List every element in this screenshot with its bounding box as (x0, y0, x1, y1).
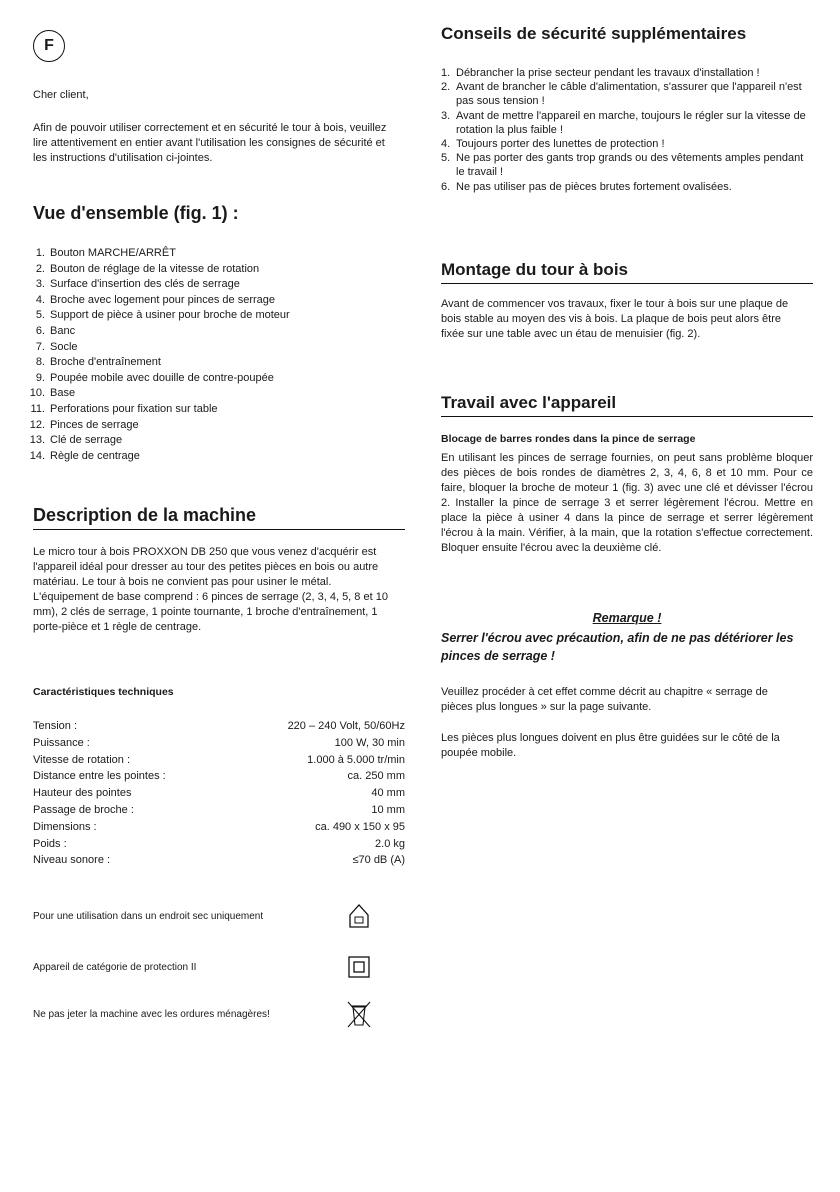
safety-item-text: Débrancher la prise secteur pendant les travaux d'installation ! (456, 67, 760, 79)
spec-row (33, 802, 405, 819)
description-paragraph: Le micro tour à bois PROXXON DB 250 que vous venez d'acquérir est l'appareil idéal pour dresser au tour des petites pièces en bois ou autre matériau. Le tour à bois ne convient pas pour usiner le métal. L'équipement de base comprend : 6 pinces de serrage (2, 3, 4, 5, 8 et 10 mm), 2 clés de serrage, 1 pointe tournante, 1 broche d'entraînement, 1 porte-pièce et 1 règle de centrage. (33, 546, 388, 633)
overview-item (25, 340, 290, 356)
overview-item-number: 14. (29, 449, 45, 462)
safety-item-text: Ne pas utiliser pas de pièces brutes fortement ovalisées. (456, 180, 732, 193)
spec-label: Hauteur des pointes (33, 787, 132, 800)
overview-item (25, 262, 290, 278)
safety-item-text: Ne pas porter des gants trop grands ou des vêtements amples pendant le travail ! (456, 152, 804, 179)
spec-label: Distance entre les pointes : (33, 770, 166, 783)
spec-value: 2.0 kg (375, 837, 405, 850)
specs-table (33, 718, 405, 869)
overview-item-text: Perforations pour fixation sur table (50, 402, 218, 415)
language-badge: F (33, 30, 65, 62)
spec-row (33, 735, 405, 752)
overview-item-number: 3. (35, 278, 45, 291)
spec-value: ≤70 dB (A) (352, 854, 405, 867)
overview-item (25, 386, 290, 402)
spec-value: 1.000 à 5.000 tr/min (307, 753, 405, 766)
spec-value: 100 W, 30 min (334, 736, 405, 749)
symbol-text: Ne pas jeter la machine avec les ordures ménagères! (33, 1008, 270, 1020)
work-title-wrap (441, 393, 813, 417)
procedure-paragraph: Veuillez procéder à cet effet comme décrit au chapitre « serrage de pièces plus longues » sur la page suivante. (441, 686, 768, 713)
overview-item-text: Broche avec logement pour pinces de serrage (50, 293, 276, 306)
overview-item (25, 308, 290, 324)
overview-item (25, 293, 290, 309)
note-title: Remarque ! (592, 611, 662, 625)
overview-item (25, 418, 290, 434)
safety-item (441, 137, 813, 151)
overview-item-number: 7. (35, 340, 45, 353)
spec-value: 220 – 240 Volt, 50/60Hz (287, 720, 405, 732)
safety-item-number: 2. (441, 81, 451, 94)
work-paragraph: En utilisant les pinces de serrage fournies, on peut sans problème bloquer des pièces de bois rondes de diamètres 2, 3, 4, 6, 8 et 10 mm. Pour ce faire, bloquer la broche de moteur 1 (fig. 3) avec une clé et dévisser l'écrou 2. Installer la pince de serrage 3 et serrer légèrement l'écrou. Mettre en place la pièce à usiner 4 dans la pince de serrage et serrer légèrement l'écrou à la main. Vérifier, à la main, que la rotation s'effectue correctement. Bloquer ensuite l'écrou avec la deuxième clé. (441, 452, 813, 554)
safety-item-number: 3. (441, 109, 451, 122)
spec-label: Passage de broche : (33, 803, 134, 816)
overview-item (25, 277, 290, 293)
spec-value: 40 mm (371, 787, 405, 800)
overview-item-number: 8. (35, 356, 45, 369)
spec-label: Niveau sonore : (33, 854, 111, 867)
intro-paragraph: Afin de pouvoir utiliser correctement et en sécurité le tour à bois, veuillez lire attentivement en entier avant l'utilisation les consignes de sécurité et les instructions d'utilisation ci-jointes. (33, 122, 387, 164)
symbol-text: Appareil de catégorie de protection II (33, 961, 197, 973)
work-title: Travail avec l'appareil (441, 393, 617, 412)
overview-item (25, 449, 290, 465)
overview-item-text: Bouton de réglage de la vitesse de rotation (50, 262, 260, 275)
overview-item (25, 402, 290, 418)
overview-item (25, 371, 290, 387)
safety-item (441, 109, 813, 137)
spec-label: Vitesse de rotation : (33, 753, 131, 766)
longer-pieces-paragraph: Les pièces plus longues doivent en plus être guidées sur le côté de la poupée mobile. (441, 732, 780, 759)
double-square-class2-icon (345, 953, 373, 981)
safety-item-text: Avant de mettre l'appareil en marche, toujours le régler sur la vitesse de rotation la plus faible ! (456, 109, 806, 136)
overview-item-number: 10. (29, 387, 45, 400)
symbol-row-class2 (33, 953, 373, 981)
spec-value: 10 mm (371, 803, 405, 816)
overview-item-text: Poupée mobile avec douille de contre-poupée (50, 371, 274, 384)
overview-item-number: 13. (29, 434, 45, 447)
safety-item-number: 1. (441, 67, 451, 79)
overview-item-number: 4. (35, 293, 45, 306)
description-title: Description de la machine (33, 505, 257, 525)
symbol-row-dry (33, 902, 373, 930)
spec-row (33, 752, 405, 769)
overview-item (25, 355, 290, 371)
safety-item (441, 80, 813, 108)
overview-item-text: Banc (50, 324, 76, 337)
mounting-paragraph: Avant de commencer vos travaux, fixer le tour à bois sur une plaque de bois stable au moyen des vis à bois. La plaque de bois peut alors être fixée sur une table avec un étau de menuisier (fig. 2). (441, 298, 789, 340)
overview-item-number: 1. (35, 247, 45, 259)
spec-row (33, 819, 405, 836)
overview-list (25, 246, 290, 464)
mounting-title-wrap (441, 260, 813, 284)
spec-label: Poids : (33, 837, 67, 850)
specs-title: Caractéristiques techniques (33, 686, 174, 698)
overview-item-number: 12. (29, 418, 45, 431)
overview-item-number: 9. (35, 371, 45, 384)
safety-item-number: 5. (441, 152, 451, 165)
mounting-title: Montage du tour à bois (441, 260, 628, 279)
work-subtitle: Blocage de barres rondes dans la pince de serrage (441, 433, 696, 445)
overview-item-text: Clé de serrage (50, 434, 123, 447)
overview-title: Vue d'ensemble (fig. 1) : (33, 203, 239, 223)
safety-title: Conseils de sécurité supplémentaires (441, 24, 747, 43)
safety-item (441, 180, 813, 194)
spec-value: ca. 250 mm (347, 770, 405, 783)
overview-item (25, 324, 290, 340)
overview-item-number: 2. (35, 262, 45, 275)
spec-row (33, 836, 405, 853)
crossed-bin-icon (345, 1000, 373, 1028)
overview-item (25, 433, 290, 449)
description-title-wrap (33, 505, 405, 530)
overview-item-text: Support de pièce à usiner pour broche de moteur (50, 309, 290, 322)
overview-item-text: Pinces de serrage (50, 418, 139, 431)
symbol-text: Pour une utilisation dans un endroit sec uniquement (33, 910, 264, 922)
overview-item-number: 5. (35, 309, 45, 322)
symbol-row-disposal (33, 1000, 373, 1028)
overview-item-text: Socle (50, 340, 78, 353)
spec-label: Dimensions : (33, 820, 97, 833)
spec-value: ca. 490 x 150 x 95 (315, 820, 405, 833)
greeting: Cher client, (33, 89, 89, 101)
overview-item (25, 246, 290, 262)
overview-item-text: Base (50, 387, 76, 400)
safety-item-number: 6. (441, 180, 451, 193)
overview-item-number: 6. (35, 324, 45, 337)
overview-item-text: Bouton MARCHE/ARRÊT (50, 247, 176, 259)
overview-item-number: 11. (30, 402, 45, 415)
safety-item (441, 151, 813, 179)
overview-item-text: Broche d'entraînement (50, 356, 161, 369)
overview-item-text: Règle de centrage (50, 449, 140, 462)
safety-item-text: Toujours porter des lunettes de protection ! (456, 138, 665, 151)
safety-item (441, 66, 813, 80)
safety-item-text: Avant de brancher le câble d'alimentation, s'assurer que l'appareil n'est pas sous tension ! (456, 81, 802, 108)
spec-label: Tension : (33, 720, 78, 732)
overview-item-text: Surface d'insertion des clés de serrage (50, 278, 240, 291)
spec-row (33, 785, 405, 802)
note-text: Serrer l'écrou avec précaution, afin de ne pas détériorer les pinces de serrage ! (441, 631, 794, 663)
spec-row (33, 852, 405, 869)
indoor-use-house-icon (345, 902, 373, 930)
safety-item-number: 4. (441, 138, 451, 151)
spec-row (33, 718, 405, 735)
spec-label: Puissance : (33, 736, 90, 749)
spec-row (33, 768, 405, 785)
safety-list (441, 66, 813, 194)
